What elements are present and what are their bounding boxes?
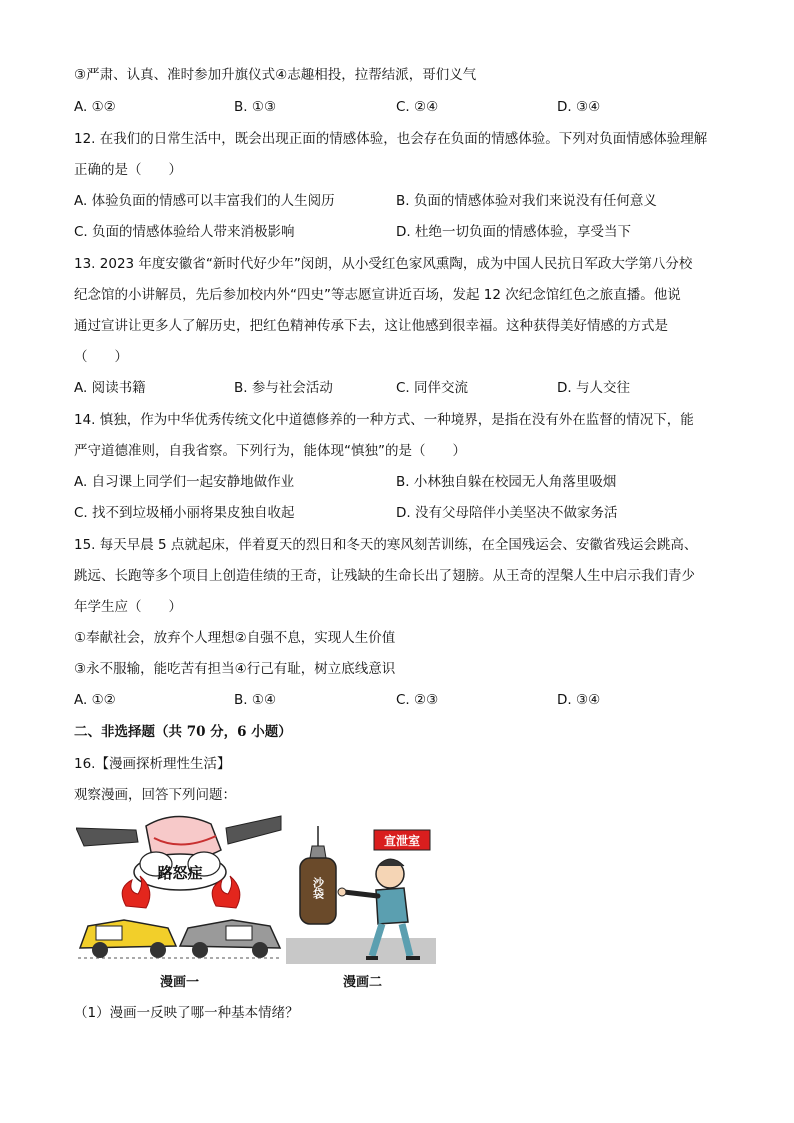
q13-stem-2: 纪念馆的小讲解员，先后参加校内外“四史”等志愿宣讲近百场，发起 12 次纪念馆红色之旅直播。他说 <box>74 287 681 303</box>
q15-statement-2: ③永不服输，能吃苦有担当④行己有耻，树立底线意识 <box>74 661 396 677</box>
q15-statement-1: ①奉献社会，放弃个人理想②自强不息，实现人生价值 <box>74 630 396 646</box>
sandbag-label: 沙袋 <box>311 877 325 899</box>
q13-stem-3: 通过宣讲让更多人了解历史，把红色精神传承下去，这让他感到很幸福。这种获得美好情感的方式是 <box>74 318 668 334</box>
q13-option-b: B. 参与社会活动 <box>234 380 333 396</box>
section-heading: 二、非选择题（共 70 分，6 小题） <box>74 724 292 740</box>
cartoon-1-caption: 漫画一 <box>160 975 200 990</box>
q14-option-c: C. 找不到垃圾桶小丽将果皮独自收起 <box>74 505 295 521</box>
q16-sub-question-1: （1）漫画一反映了哪一种基本情绪？ <box>74 1005 299 1021</box>
q14-stem-2: 严守道德准则，自我省察。下列行为，能体现“慎独”的是（ ） <box>74 443 466 459</box>
q13-stem-1: 13. 2023 年度安徽省“新时代好少年”闵朗，从小受红色家风熏陶，成为中国人民抗日军政大学第八分校 <box>74 256 693 272</box>
cartoon-venting-room <box>286 826 436 964</box>
q15-stem-2: 跳远、长跑等多个项目上创造佳绩的王奇，让残缺的生命长出了翅膀。从王奇的涅槃人生中启示我们青少 <box>74 568 695 584</box>
q11-option-a: A. ①② <box>74 99 116 115</box>
q15-option-b: B. ①④ <box>234 692 277 708</box>
q11-option-d: D. ③④ <box>557 99 601 115</box>
q15-option-c: C. ②③ <box>396 692 439 708</box>
q15-stem-3: 年学生应（ ） <box>74 599 182 615</box>
cartoon-road-rage <box>76 808 284 966</box>
q15-option-a: A. ①② <box>74 692 116 708</box>
q16-intro: 观察漫画，回答下列问题： <box>74 787 236 803</box>
road-rage-label: 路怒症 <box>157 864 203 882</box>
q11-option-line: ③严肃、认真、准时参加升旗仪式④志趣相投，拉帮结派，哥们义气 <box>74 67 477 83</box>
q14-option-a: A. 自习课上同学们一起安静地做作业 <box>74 474 295 490</box>
q15-stem-1: 15. 每天早晨 5 点就起床，伴着夏天的烈日和冬天的寒风刻苦训练，在全国残运会、安徽省残运会跳高、 <box>74 537 698 553</box>
q16-title: 16.【漫画探析理性生活】 <box>74 756 231 772</box>
q11-option-c: C. ②④ <box>396 99 439 115</box>
q13-option-a: A. 阅读书籍 <box>74 380 146 396</box>
q13-option-c: C. 同伴交流 <box>396 380 469 396</box>
q12-stem-1: 12. 在我们的日常生活中，既会出现正面的情感体验，也会存在负面的情感体验。下列对负面情感体验理解 <box>74 131 708 147</box>
q13-option-d: D. 与人交往 <box>557 380 630 396</box>
cartoon-2-caption: 漫画二 <box>343 975 383 990</box>
q12-option-c: C. 负面的情感体验给人带来消极影响 <box>74 224 295 240</box>
q12-option-b: B. 负面的情感体验对我们来说没有任何意义 <box>396 193 657 209</box>
q13-stem-4: （ ） <box>74 349 128 365</box>
q12-stem-2: 正确的是（ ） <box>74 162 182 178</box>
venting-room-sign: 宣泄室 <box>383 834 421 848</box>
q15-option-d: D. ③④ <box>557 692 601 708</box>
q12-option-a: A. 体验负面的情感可以丰富我们的人生阅历 <box>74 193 335 209</box>
q14-stem-1: 14. 慎独，作为中华优秀传统文化中道德修养的一种方式、一种境界，是指在没有外在监督的情况下，能 <box>74 412 694 428</box>
q14-option-b: B. 小林独自躲在校园无人角落里吸烟 <box>396 474 617 490</box>
q11-option-b: B. ①③ <box>234 99 277 115</box>
q14-option-d: D. 没有父母陪伴小美坚决不做家务活 <box>396 505 618 521</box>
q12-option-d: D. 杜绝一切负面的情感体验，享受当下 <box>396 224 631 240</box>
